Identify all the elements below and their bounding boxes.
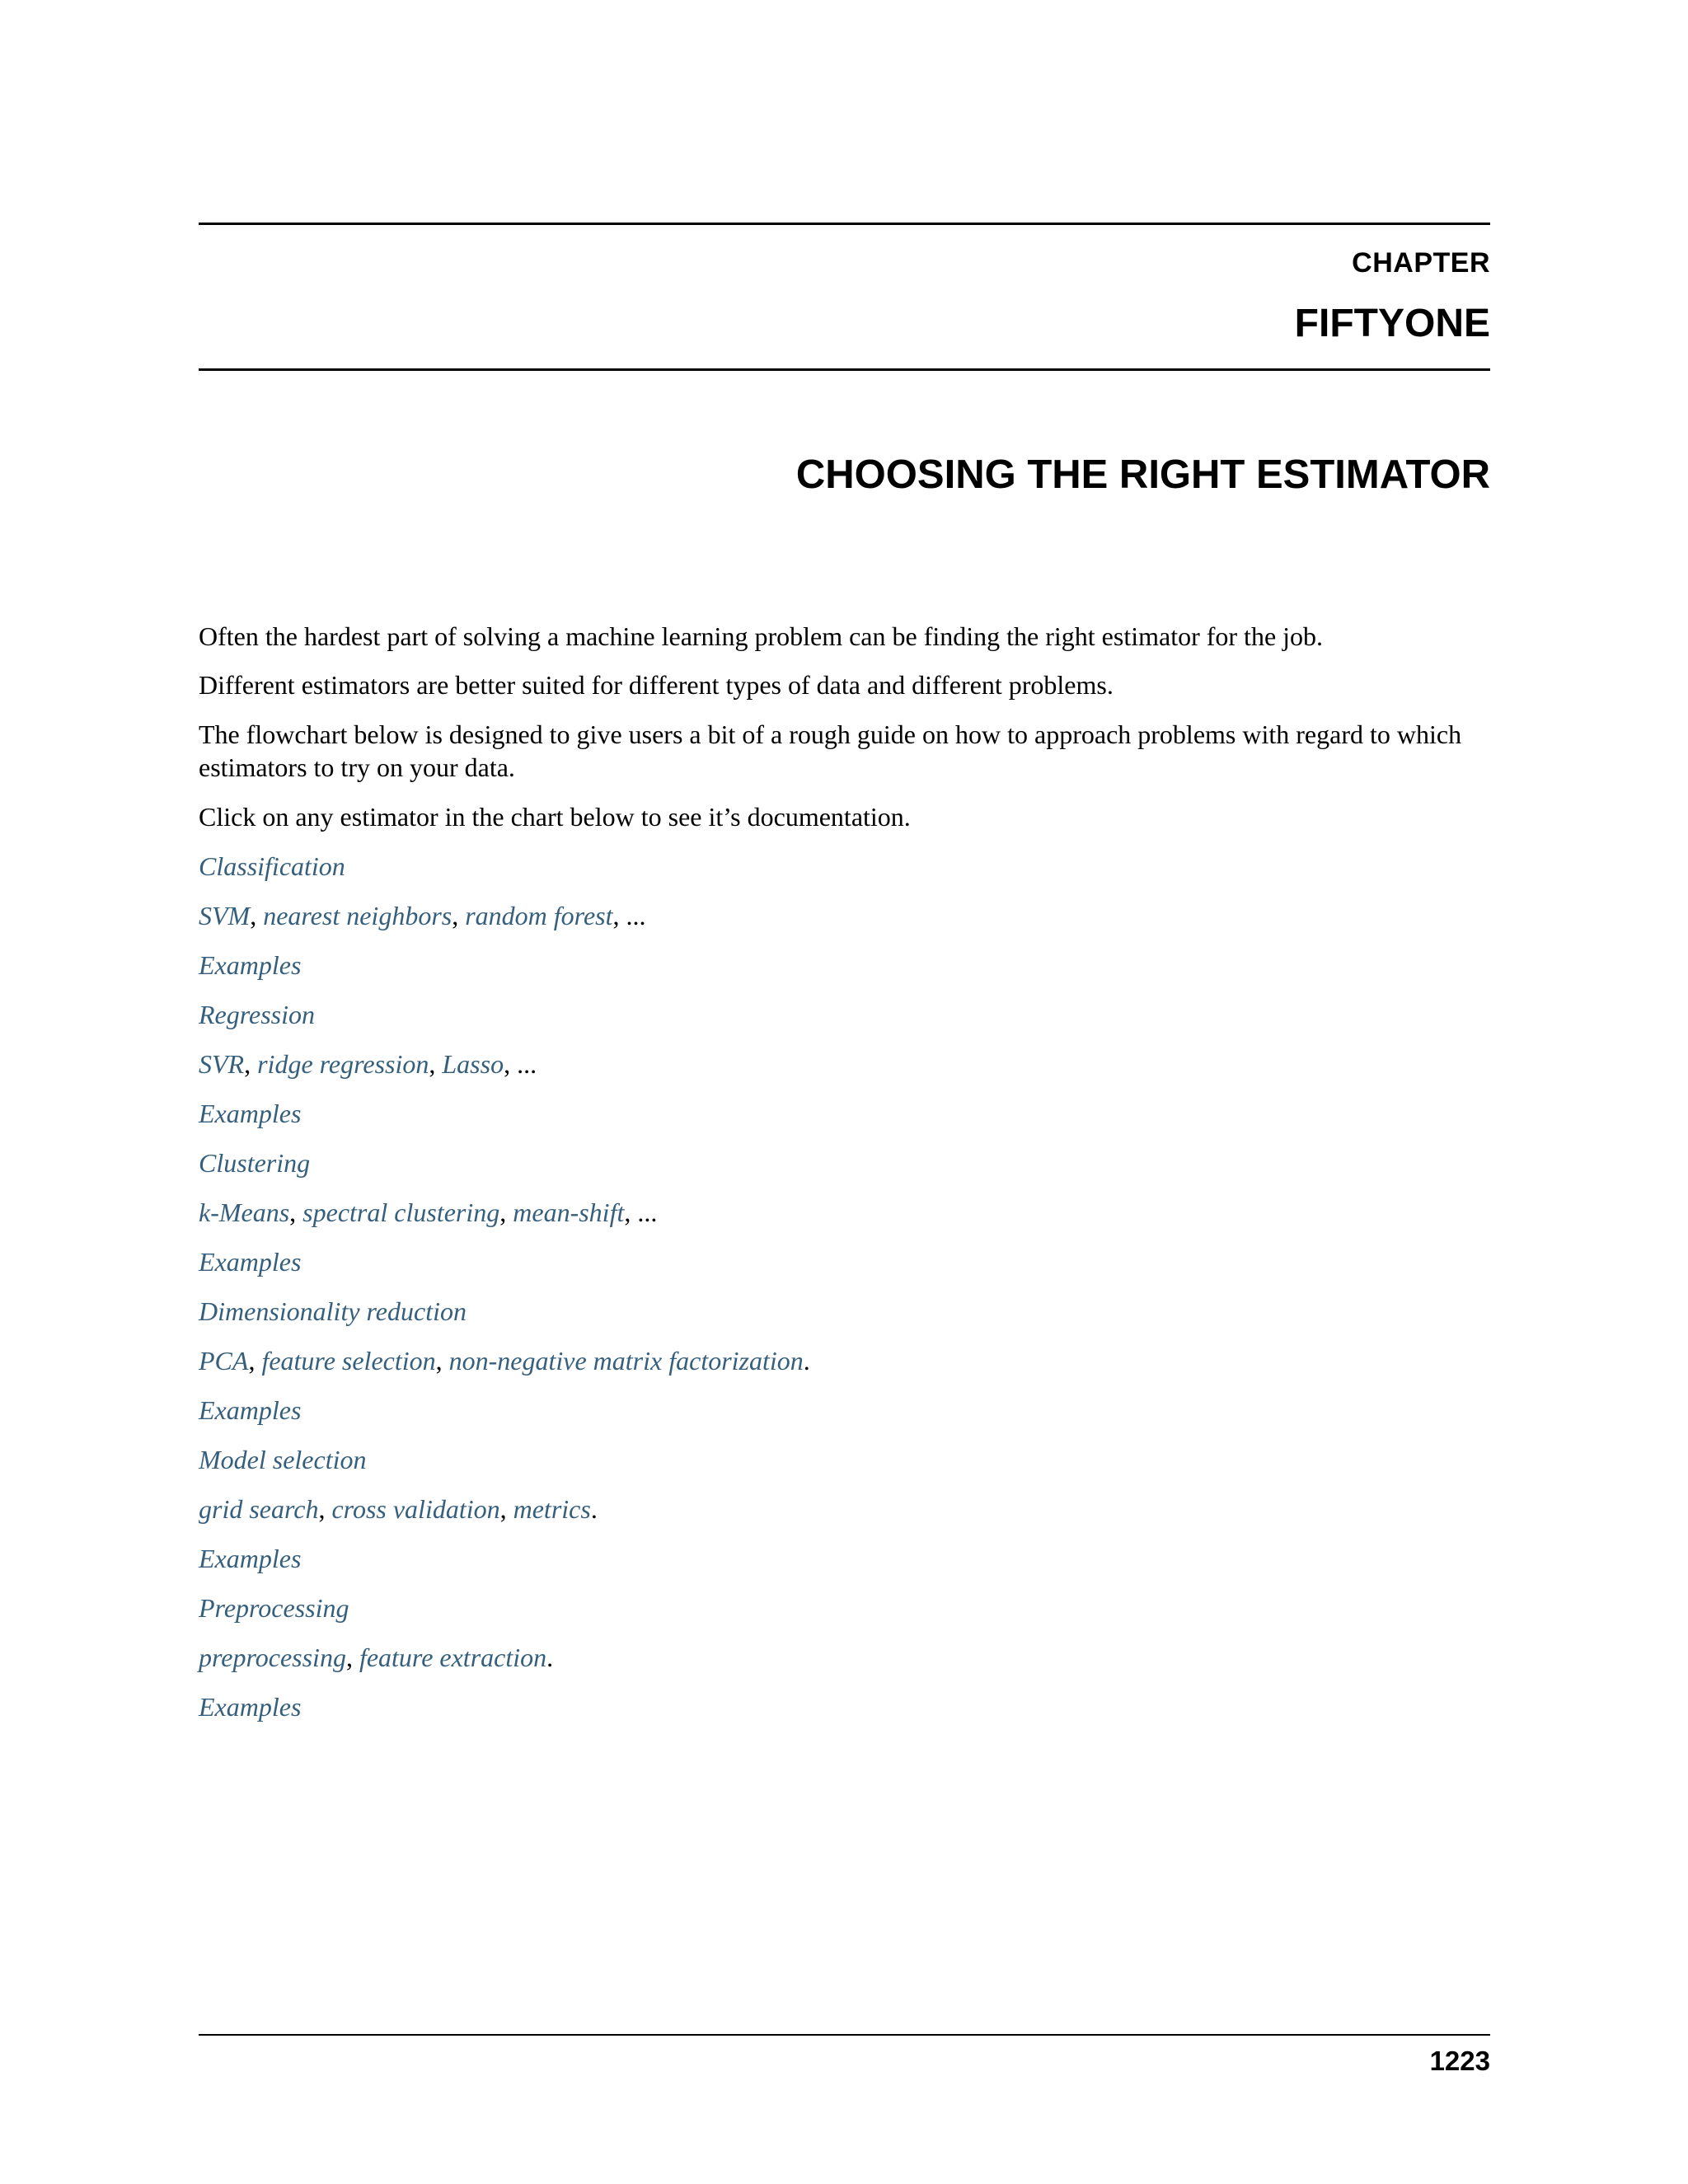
mean-shift-link[interactable]: mean-shift bbox=[513, 1197, 625, 1227]
intro-paragraph-1: Often the hardest part of solving a machine learning problem can be finding the right estimator for the job. bbox=[199, 621, 1324, 651]
clustering-heading bbox=[199, 1146, 1490, 1179]
classification-estimators: SVM, nearest neighbors, random forest, ... bbox=[199, 901, 646, 930]
preprocessing-examples-link[interactable]: Examples bbox=[199, 1692, 302, 1722]
clustering-link[interactable]: Clustering bbox=[199, 1148, 311, 1178]
feature-extraction-link[interactable]: feature extraction bbox=[359, 1643, 547, 1672]
preprocessing-examples bbox=[199, 1690, 1490, 1723]
lasso-link[interactable]: Lasso bbox=[442, 1049, 504, 1079]
header-bottom-rule bbox=[199, 368, 1490, 371]
classification-heading bbox=[199, 850, 1490, 883]
preprocessing-estimators: preprocessing, feature extraction. bbox=[199, 1643, 554, 1672]
clustering-estimators: k-Means, spectral clustering, mean-shift, ... bbox=[199, 1197, 658, 1227]
model-selection-estimators: grid search, cross validation, metrics. bbox=[199, 1494, 598, 1524]
feature-selection-link[interactable]: feature selection bbox=[261, 1346, 436, 1376]
clustering-examples-link[interactable]: Examples bbox=[199, 1247, 302, 1277]
footer-rule bbox=[199, 2034, 1490, 2036]
dimensionality-reduction-examples-link[interactable]: Examples bbox=[199, 1395, 302, 1425]
cross-validation-link[interactable]: cross validation bbox=[331, 1494, 500, 1524]
model-selection-examples bbox=[199, 1542, 1490, 1575]
dimensionality-reduction-tail: . bbox=[803, 1346, 810, 1376]
regression-tail: , ... bbox=[504, 1049, 537, 1079]
metrics-link[interactable]: metrics bbox=[513, 1494, 591, 1524]
page-number: 1223 bbox=[1429, 2046, 1490, 2076]
classification-link[interactable]: Classification bbox=[199, 851, 345, 881]
intro-paragraph-4: Click on any estimator in the chart below to see it’s documentation. bbox=[199, 802, 911, 832]
model-selection-link[interactable]: Model selection bbox=[199, 1445, 367, 1474]
svr-link[interactable]: SVR bbox=[199, 1049, 245, 1079]
preprocessing-section-link[interactable]: Preprocessing bbox=[199, 1593, 349, 1623]
intro-paragraph-2: Different estimators are better suited for different types of data and different problems. bbox=[199, 670, 1114, 700]
clustering-examples bbox=[199, 1245, 1490, 1278]
regression-examples bbox=[199, 1097, 1490, 1130]
k-means-link[interactable]: k-Means bbox=[199, 1197, 290, 1227]
preprocessing-heading bbox=[199, 1591, 1490, 1624]
grid-search-link[interactable]: grid search bbox=[199, 1494, 319, 1524]
dimensionality-reduction-estimators: PCA, feature selection, non-negative matrix factorization. bbox=[199, 1346, 810, 1376]
intro-paragraph-3-line-1: The flowchart below is designed to give users a bit of a rough guide on how to approach problems with regard to which bbox=[199, 719, 1462, 749]
regression-estimators: SVR, ridge regression, Lasso, ... bbox=[199, 1049, 537, 1079]
nearest-neighbors-link[interactable]: nearest neighbors bbox=[263, 901, 452, 930]
header-top-rule bbox=[199, 223, 1490, 225]
dimensionality-reduction-heading bbox=[199, 1295, 1490, 1328]
regression-examples-link[interactable]: Examples bbox=[199, 1099, 302, 1128]
dimensionality-reduction-link[interactable]: Dimensionality reduction bbox=[199, 1296, 467, 1326]
model-selection-examples-link[interactable]: Examples bbox=[199, 1544, 302, 1573]
regression-link[interactable]: Regression bbox=[199, 1000, 316, 1029]
spectral-clustering-link[interactable]: spectral clustering bbox=[302, 1197, 500, 1227]
classification-examples-link[interactable]: Examples bbox=[199, 950, 302, 980]
model-selection-tail: . bbox=[590, 1494, 598, 1524]
section-title: CHOOSING THE RIGHT ESTIMATOR bbox=[795, 452, 1490, 497]
intro-paragraph-3-line-2: estimators to try on your data. bbox=[199, 752, 515, 782]
random-forest-link[interactable]: random forest bbox=[465, 901, 613, 930]
pca-link[interactable]: PCA bbox=[199, 1346, 249, 1376]
regression-heading bbox=[199, 998, 1490, 1031]
svm-link[interactable]: SVM bbox=[199, 901, 251, 930]
preprocessing-tail: . bbox=[546, 1643, 554, 1672]
chapter-label: CHAPTER bbox=[1352, 247, 1490, 279]
intro-paragraph-3 bbox=[199, 718, 1490, 784]
preprocessing-link[interactable]: preprocessing bbox=[199, 1643, 346, 1672]
chapter-number: FIFTYONE bbox=[1294, 302, 1490, 345]
nmf-link[interactable]: non-negative matrix factorization bbox=[448, 1346, 804, 1376]
classification-examples bbox=[199, 949, 1490, 982]
dimensionality-reduction-examples bbox=[199, 1394, 1490, 1427]
classification-tail: , ... bbox=[612, 901, 646, 930]
ridge-regression-link[interactable]: ridge regression bbox=[257, 1049, 429, 1079]
model-selection-heading bbox=[199, 1443, 1490, 1476]
clustering-tail: , ... bbox=[624, 1197, 658, 1227]
